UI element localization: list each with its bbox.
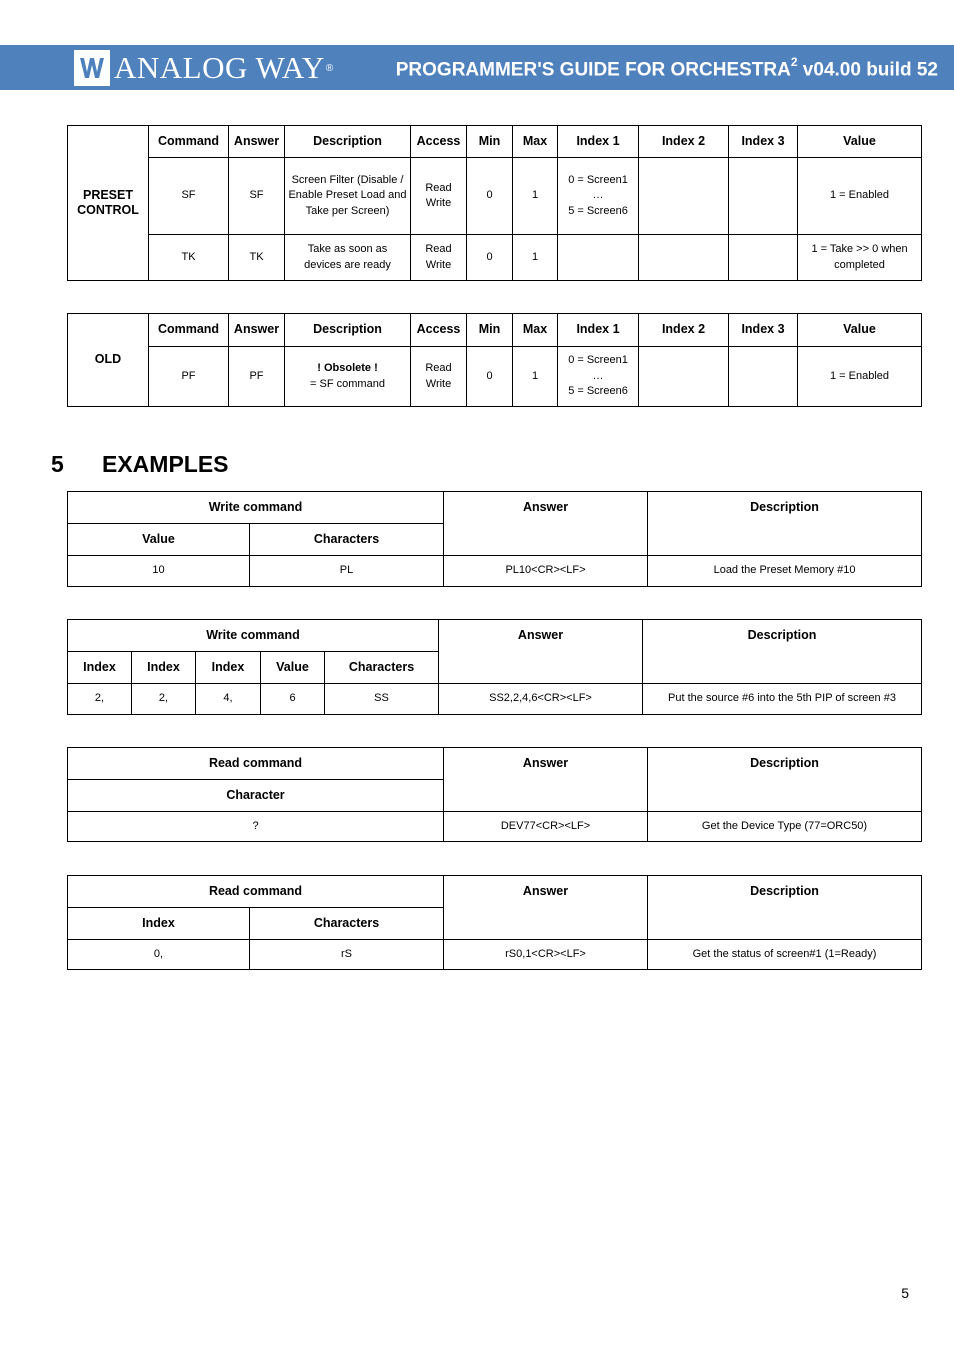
group-label-preset-control: PRESET CONTROL [68,126,149,281]
cell-index3 [729,158,798,235]
cell-description: Take as soon as devices are ready [285,235,411,281]
page-number: 5 [901,1285,909,1301]
sub-header-index: Index [196,652,261,684]
header-max: Max [513,314,558,347]
write-command-header: Write command [68,492,444,524]
title-tail: v04.00 build 52 [797,59,938,81]
table-row [68,940,922,970]
cell-index3 [729,347,798,407]
description-header: Description [643,620,922,684]
cell-description: Get the Device Type (77=ORC50) [648,812,922,842]
cell-answer: rS0,1<CR><LF> [444,940,648,970]
sub-header-value: Value [261,652,325,684]
preset-control-table [67,125,922,281]
cell-min: 0 [467,235,513,281]
header-band [0,45,954,90]
header-access: Access [411,314,467,347]
cell-index1 [558,347,639,407]
cell-index: 2, [132,684,196,715]
example-table-2 [67,619,922,715]
header-min: Min [467,314,513,347]
header-answer: Answer [229,314,285,347]
table-row [68,347,922,407]
cell-value: 1 = Enabled [798,158,922,235]
header-description: Description [285,314,411,347]
table-row [68,235,922,281]
header-min: Min [467,126,513,158]
cell-description: Get the status of screen#1 (1=Ready) [648,940,922,970]
index1-line: 0 = Screen1 [568,173,628,186]
index1-line: 5 = Screen6 [568,385,628,398]
cell-access: Read Write [411,235,467,281]
index1-line: 0 = Screen1 [568,354,628,367]
cell-answer: TK [229,235,285,281]
sub-header-characters: Characters [250,908,444,940]
obsolete-label: ! Obsolete ! [317,362,378,374]
header-command: Command [149,126,229,158]
table-row [68,556,922,587]
header-index3: Index 3 [729,314,798,347]
read-command-header: Read command [68,748,444,780]
example-table-3 [67,747,922,842]
sub-header-index: Index [132,652,196,684]
title-main: PROGRAMMER'S GUIDE FOR ORCHESTRA [395,59,791,81]
description-header: Description [648,748,922,812]
sub-header-value: Value [68,524,250,556]
sub-header-characters: Characters [325,652,439,684]
header-command: Command [149,314,229,347]
cell-answer: SF [229,158,285,235]
cell-index3 [729,235,798,281]
cell-description [285,347,411,407]
cell-characters: rS [250,940,444,970]
answer-header: Answer [444,748,648,812]
header-value: Value [798,314,922,347]
cell-characters: SS [325,684,439,715]
description-text: = SF command [310,377,385,390]
cell-index: 2, [68,684,132,715]
example-table-4 [67,875,922,970]
description-header: Description [648,876,922,940]
cell-index2 [639,158,729,235]
header-index2: Index 2 [639,126,729,158]
cell-max: 1 [513,235,558,281]
cell-index2 [639,235,729,281]
document-title [396,57,938,81]
cell-index1 [558,158,639,235]
old-table [67,313,922,407]
group-label-old: OLD [68,314,149,407]
header-description: Description [285,126,411,158]
cell-command: PF [149,347,229,407]
table-row [68,684,922,715]
read-command-header: Read command [68,876,444,908]
cell-answer: PL10<CR><LF> [444,556,648,587]
header-index2: Index 2 [639,314,729,347]
header-max: Max [513,126,558,158]
sub-header-characters: Characters [250,524,444,556]
cell-access: Read Write [411,347,467,407]
logo-mark-icon [74,50,110,86]
analog-way-logo [74,51,333,85]
section-heading [51,451,229,478]
header-index1: Index 1 [558,314,639,347]
answer-header: Answer [439,620,643,684]
cell-character: ? [68,812,444,842]
cell-answer: DEV77<CR><LF> [444,812,648,842]
cell-answer: SS2,2,4,6<CR><LF> [439,684,643,715]
header-value: Value [798,126,922,158]
cell-max: 1 [513,158,558,235]
cell-answer: PF [229,347,285,407]
cell-index: 0, [68,940,250,970]
cell-description: Screen Filter (Disable / Enable Preset Load and Take per Screen) [285,158,411,235]
cell-value: 6 [261,684,325,715]
example-table-1 [67,491,922,587]
index1-line: … [592,189,604,202]
cell-command: SF [149,158,229,235]
sub-header-index: Index [68,908,250,940]
header-index3: Index 3 [729,126,798,158]
cell-description: Put the source #6 into the 5th PIP of screen #3 [643,684,922,715]
sub-header-character: Character [68,780,444,812]
logo-text: ANALOG WAY [114,50,325,85]
registered-mark: ® [325,62,334,74]
table-row [68,158,922,235]
cell-value: 1 = Take >> 0 when completed [798,235,922,281]
cell-index: 4, [196,684,261,715]
cell-access: Read Write [411,158,467,235]
header-index1: Index 1 [558,126,639,158]
sub-header-index: Index [68,652,132,684]
cell-value: 1 = Enabled [798,347,922,407]
cell-index2 [639,347,729,407]
cell-min: 0 [467,158,513,235]
cell-index1 [558,235,639,281]
header-access: Access [411,126,467,158]
answer-header: Answer [444,492,648,556]
section-number: 5 [51,451,64,477]
cell-value: 10 [68,556,250,587]
header-answer: Answer [229,126,285,158]
cell-characters: PL [250,556,444,587]
section-title: EXAMPLES [102,451,229,477]
title-superscript: 2 [790,55,798,69]
index1-line: 5 = Screen6 [568,204,628,217]
cell-min: 0 [467,347,513,407]
cell-description: Load the Preset Memory #10 [648,556,922,587]
description-header: Description [648,492,922,556]
index1-line: … [592,369,604,382]
cell-command: TK [149,235,229,281]
cell-max: 1 [513,347,558,407]
table-row [68,812,922,842]
write-command-header: Write command [68,620,439,652]
answer-header: Answer [444,876,648,940]
